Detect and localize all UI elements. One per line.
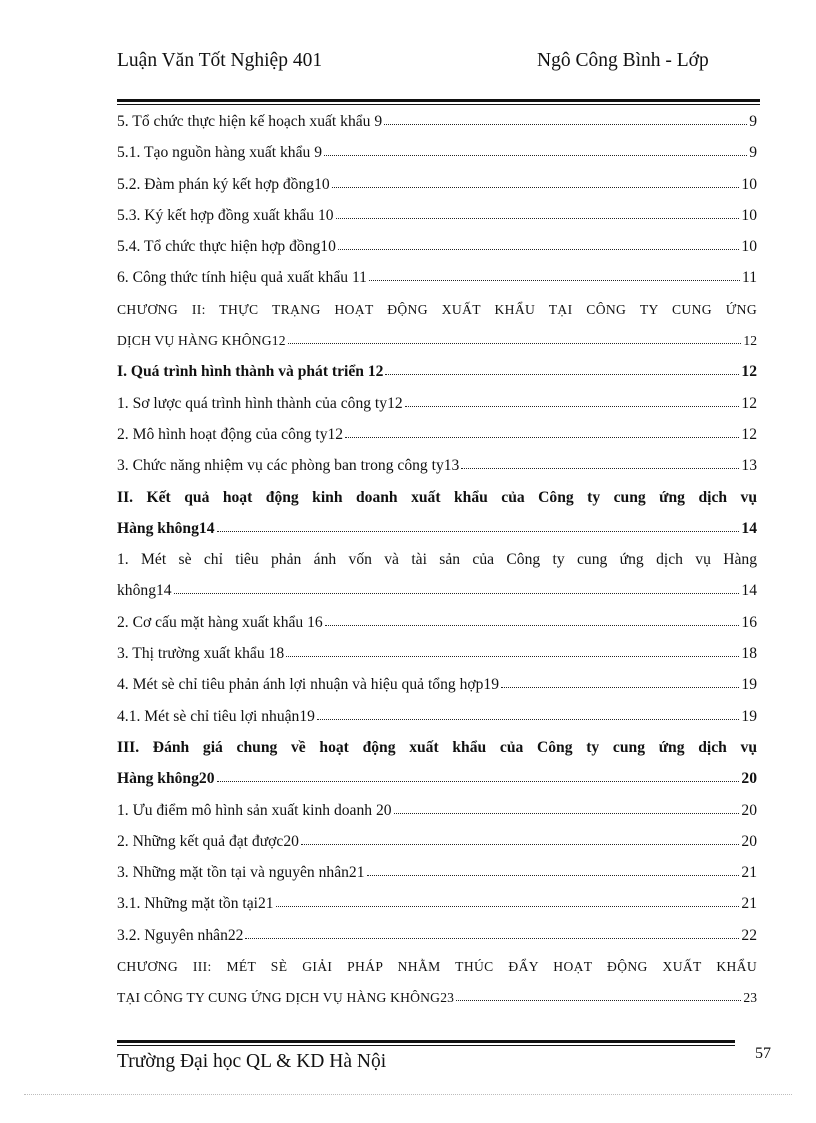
toc-entry[interactable] (117, 607, 757, 638)
toc-entry-page: 20 (741, 832, 757, 850)
toc-dot-leader (217, 781, 740, 782)
toc-dot-leader (345, 437, 739, 438)
toc-entry[interactable] (117, 888, 757, 919)
table-of-contents (117, 106, 757, 1014)
toc-dot-leader (245, 938, 739, 939)
toc-entry-title-line1: III. Đánh giá chung về hoạt động xuất khẩu của Công ty cung ứng dịch vụ (117, 738, 757, 756)
toc-entry-title: 1. Ưu điểm mô hình sản xuất kinh doanh 20 (117, 801, 392, 819)
toc-entry-title: 5.4. Tổ chức thực hiện hợp đồng10 (117, 238, 336, 256)
toc-entry-title-line1: CHƯƠNG III: MÉT SÈ GIẢI PHÁP NHẰM THÚC ĐẨY HOẠT ĐỘNG XUẤT KHẨU (117, 959, 757, 975)
toc-dot-leader (338, 249, 740, 250)
toc-entry-title: 4. Mét sè chỉ tiêu phản ánh lợi nhuận và hiệu quả tổng hợp19 (117, 676, 500, 694)
toc-entry[interactable] (117, 388, 757, 419)
toc-entry[interactable] (117, 795, 757, 826)
page-bottom-divider (24, 1094, 792, 1095)
toc-dot-leader (385, 374, 739, 375)
toc-entry-page: 19 (741, 707, 757, 725)
toc-entry-page: 22 (741, 926, 757, 944)
toc-section-entry[interactable] (117, 356, 757, 387)
toc-entry[interactable] (117, 450, 757, 481)
toc-entry-title: 3.2. Nguyên nhân22 (117, 926, 244, 944)
toc-dot-leader (325, 625, 740, 626)
toc-entry[interactable] (117, 826, 757, 857)
header-rule-thin (117, 104, 760, 105)
toc-entry-page: 12 (743, 333, 757, 349)
toc-entry[interactable] (117, 169, 757, 200)
toc-entry-title: 3. Chức năng nhiệm vụ các phòng ban trong công ty13 (117, 457, 460, 475)
toc-entry-page: 9 (749, 113, 757, 130)
toc-dot-leader (405, 406, 740, 407)
toc-dot-leader (301, 844, 739, 845)
toc-entry-title: 3. Những mặt tồn tại và nguyên nhân21 (117, 864, 365, 882)
toc-entry-page: 12 (741, 425, 757, 443)
toc-entry-page: 9 (749, 144, 757, 162)
toc-entry-page: 16 (741, 613, 757, 631)
toc-entry-title-line1: 1. Mét sè chỉ tiêu phản ánh vốn và tài sản của Công ty cung ứng dịch vụ Hàng (117, 551, 757, 569)
toc-dot-leader (369, 280, 740, 281)
toc-entry-page: 10 (741, 206, 757, 224)
toc-entry-title-line2: Hàng không14 (117, 519, 215, 537)
toc-entry-title: 5.1. Tạo nguồn hàng xuất khẩu 9 (117, 144, 322, 162)
toc-entry-page: 23 (743, 990, 757, 1006)
toc-entry[interactable] (117, 137, 757, 168)
toc-entry[interactable] (117, 669, 757, 700)
footer-school-name: Trường Đại học QL & KD Hà Nội (117, 1051, 387, 1072)
toc-entry-title: 5. Tổ chức thực hiện kế hoạch xuất khẩu 9 (117, 113, 383, 130)
toc-entry-page: 21 (741, 895, 757, 913)
toc-entry-title: I. Quá trình hình thành và phát triển 12 (117, 363, 384, 381)
toc-dot-leader (286, 656, 739, 657)
toc-entry-page: 20 (741, 770, 757, 788)
toc-entry[interactable] (117, 920, 757, 951)
toc-dot-leader (367, 875, 740, 876)
toc-section-entry[interactable] (117, 732, 757, 795)
toc-section-entry[interactable] (117, 482, 757, 545)
toc-dot-leader (394, 813, 740, 814)
toc-dot-leader (324, 155, 747, 156)
toc-entry-page: 18 (741, 645, 757, 663)
toc-entry-page: 21 (741, 864, 757, 882)
toc-entry[interactable] (117, 200, 757, 231)
toc-dot-leader (332, 187, 740, 188)
toc-entry-title: 3. Thị trường xuất khẩu 18 (117, 645, 285, 663)
toc-dot-leader (288, 343, 742, 344)
toc-entry-page: 10 (741, 175, 757, 193)
toc-entry[interactable] (117, 638, 757, 669)
toc-dot-leader (384, 124, 747, 125)
toc-entry-title: 6. Công thức tính hiệu quả xuất khẩu 11 (117, 269, 367, 287)
toc-entry-page: 10 (741, 238, 757, 256)
toc-dot-leader (276, 906, 740, 907)
toc-entry-title: 5.3. Ký kết hợp đồng xuất khẩu 10 (117, 206, 334, 224)
toc-entry-title-line2: TẠI CÔNG TY CUNG ỨNG DỊCH VỤ HÀNG KHÔNG23 (117, 990, 455, 1006)
toc-entry-title: 2. Mô hình hoạt động của công ty12 (117, 425, 344, 443)
toc-entry[interactable] (117, 106, 757, 137)
footer-rule-thick (117, 1040, 735, 1043)
toc-entry-title-line2: không14 (117, 582, 172, 600)
toc-entry-page: 14 (741, 519, 757, 537)
toc-entry[interactable] (117, 544, 757, 607)
toc-entry-page: 20 (741, 801, 757, 819)
toc-entry-title: 2. Cơ cấu mặt hàng xuất khẩu 16 (117, 613, 323, 631)
toc-entry[interactable] (117, 857, 757, 888)
toc-entry-title: 4.1. Mét sè chỉ tiêu lợi nhuận19 (117, 707, 315, 725)
toc-entry-title-line2: DỊCH VỤ HÀNG KHÔNG12 (117, 333, 286, 349)
toc-entry-page: 14 (741, 582, 757, 600)
toc-dot-leader (336, 218, 740, 219)
toc-dot-leader (174, 593, 740, 594)
toc-entry-title: 5.2. Đàm phán ký kết hợp đồng10 (117, 175, 330, 193)
toc-entry[interactable] (117, 262, 757, 293)
toc-dot-leader (456, 1000, 741, 1001)
header-rule-thick (117, 99, 760, 102)
page-number: 57 (755, 1045, 771, 1062)
toc-entry-title: 2. Những kết quả đạt được20 (117, 832, 299, 850)
toc-entry-title-line1: II. Kết quả hoạt động kinh doanh xuất khẩu của Công ty cung ứng dịch vụ (117, 488, 757, 506)
toc-dot-leader (501, 687, 739, 688)
toc-entry[interactable] (117, 231, 757, 262)
toc-entry[interactable] (117, 419, 757, 450)
toc-dot-leader (461, 468, 739, 469)
footer-rule-thin (117, 1045, 735, 1046)
toc-entry[interactable] (117, 701, 757, 732)
toc-entry-title-line1: CHƯƠNG II: THỰC TRẠNG HOẠT ĐỘNG XUẤT KHẨU TẠI CÔNG TY CUNG ỨNG (117, 301, 757, 317)
toc-dot-leader (217, 531, 740, 532)
toc-entry-page: 19 (741, 676, 757, 694)
toc-entry-title: 3.1. Những mặt tồn tại21 (117, 895, 274, 913)
header-right: Ngô Công Bình - Lớp (537, 50, 709, 71)
toc-entry-title: 1. Sơ lược quá trình hình thành của công ty12 (117, 394, 403, 412)
toc-chapter-entry[interactable] (117, 294, 757, 357)
toc-entry-page: 13 (741, 457, 757, 475)
toc-dot-leader (317, 719, 739, 720)
toc-entry-page: 11 (741, 269, 757, 287)
toc-entry-page: 12 (741, 363, 757, 381)
toc-entry-page: 12 (741, 394, 757, 412)
header-left: Luận Văn Tốt Nghiệp 401 (117, 50, 323, 71)
toc-chapter-entry[interactable] (117, 951, 757, 1014)
toc-entry-title-line2: Hàng không20 (117, 770, 215, 788)
